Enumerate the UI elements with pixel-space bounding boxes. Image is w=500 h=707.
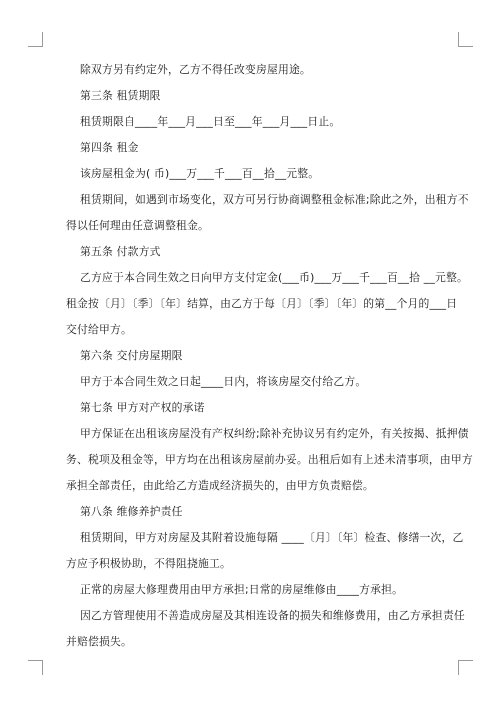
paragraph-line: 方应予积极协助，不得阻挠施工。 — [66, 557, 231, 570]
clause-heading-7: 第七条 甲方对产权的承诺 — [80, 401, 205, 414]
crop-mark-top-right — [458, 32, 473, 47]
paragraph-line: 承担全部责任，由此给乙方造成经济损失的，由甲方负责赔偿。 — [66, 479, 374, 492]
paragraph-line: 租金按〔月〕〔季〕〔年〕结算，由乙方于每〔月〕〔季〕〔年〕的第__个月的___日 — [66, 297, 458, 310]
paragraph-line: 并赔偿损失。 — [66, 635, 132, 648]
paragraph-line: 租赁期间，如遇到市场变化，双方可另行协商调整租金标准;除此之外，出租方不 — [80, 193, 469, 206]
paragraph-line: 甲方保证在出租该房屋没有产权纠纷;除补充协议另有约定外，有关按揭、抵押债 — [80, 427, 469, 440]
paragraph-line: 得以任何理由任意调整租金。 — [66, 219, 209, 232]
paragraph-line: 该房屋租金为( 币)___万___千___百__拾__元整。 — [80, 167, 320, 180]
paragraph-line: 务、税项及租金等，甲方均在出租该房屋前办妥。出租后如有上述未清事项，由甲方 — [66, 453, 473, 466]
clause-heading-3: 第三条 租赁期限 — [80, 89, 161, 102]
paragraph-line: 除双方另有约定外，乙方不得任改变房屋用途。 — [80, 63, 311, 76]
paragraph-line: 正常的房屋大修理费用由甲方承担;日常的房屋维修由____方承担。 — [80, 583, 404, 596]
clause-heading-6: 第六条 交付房屋期限 — [80, 349, 183, 362]
clause-heading-4: 第四条 租金 — [80, 141, 139, 154]
paragraph-line: 甲方于本合同生效之日起____日内，将该房屋交付给乙方。 — [80, 375, 367, 388]
crop-mark-bottom-left — [28, 660, 43, 675]
crop-mark-bottom-right — [458, 660, 473, 675]
paragraph-line: 租赁期间，甲方对房屋及其附着设施每隔 ____〔月〕〔年〕检查、修缮一次，乙 — [80, 531, 464, 544]
clause-heading-8: 第八条 维修养护责任 — [80, 505, 183, 518]
crop-mark-top-left — [28, 32, 43, 47]
document-page — [66, 62, 473, 649]
clause-heading-5: 第五条 付款方式 — [80, 245, 161, 258]
paragraph-line: 交付给甲方。 — [66, 323, 132, 336]
paragraph-line: 乙方应于本合同生效之日向甲方支付定金(___币)___万___千___百__拾 __元整。 — [80, 271, 468, 284]
paragraph-line: 租赁期限自____年___月___日至___年___月___日止。 — [80, 115, 341, 128]
paragraph-line: 因乙方管理使用不善造成房屋及其相连设备的损失和维修费用，由乙方承担责任 — [80, 609, 465, 622]
